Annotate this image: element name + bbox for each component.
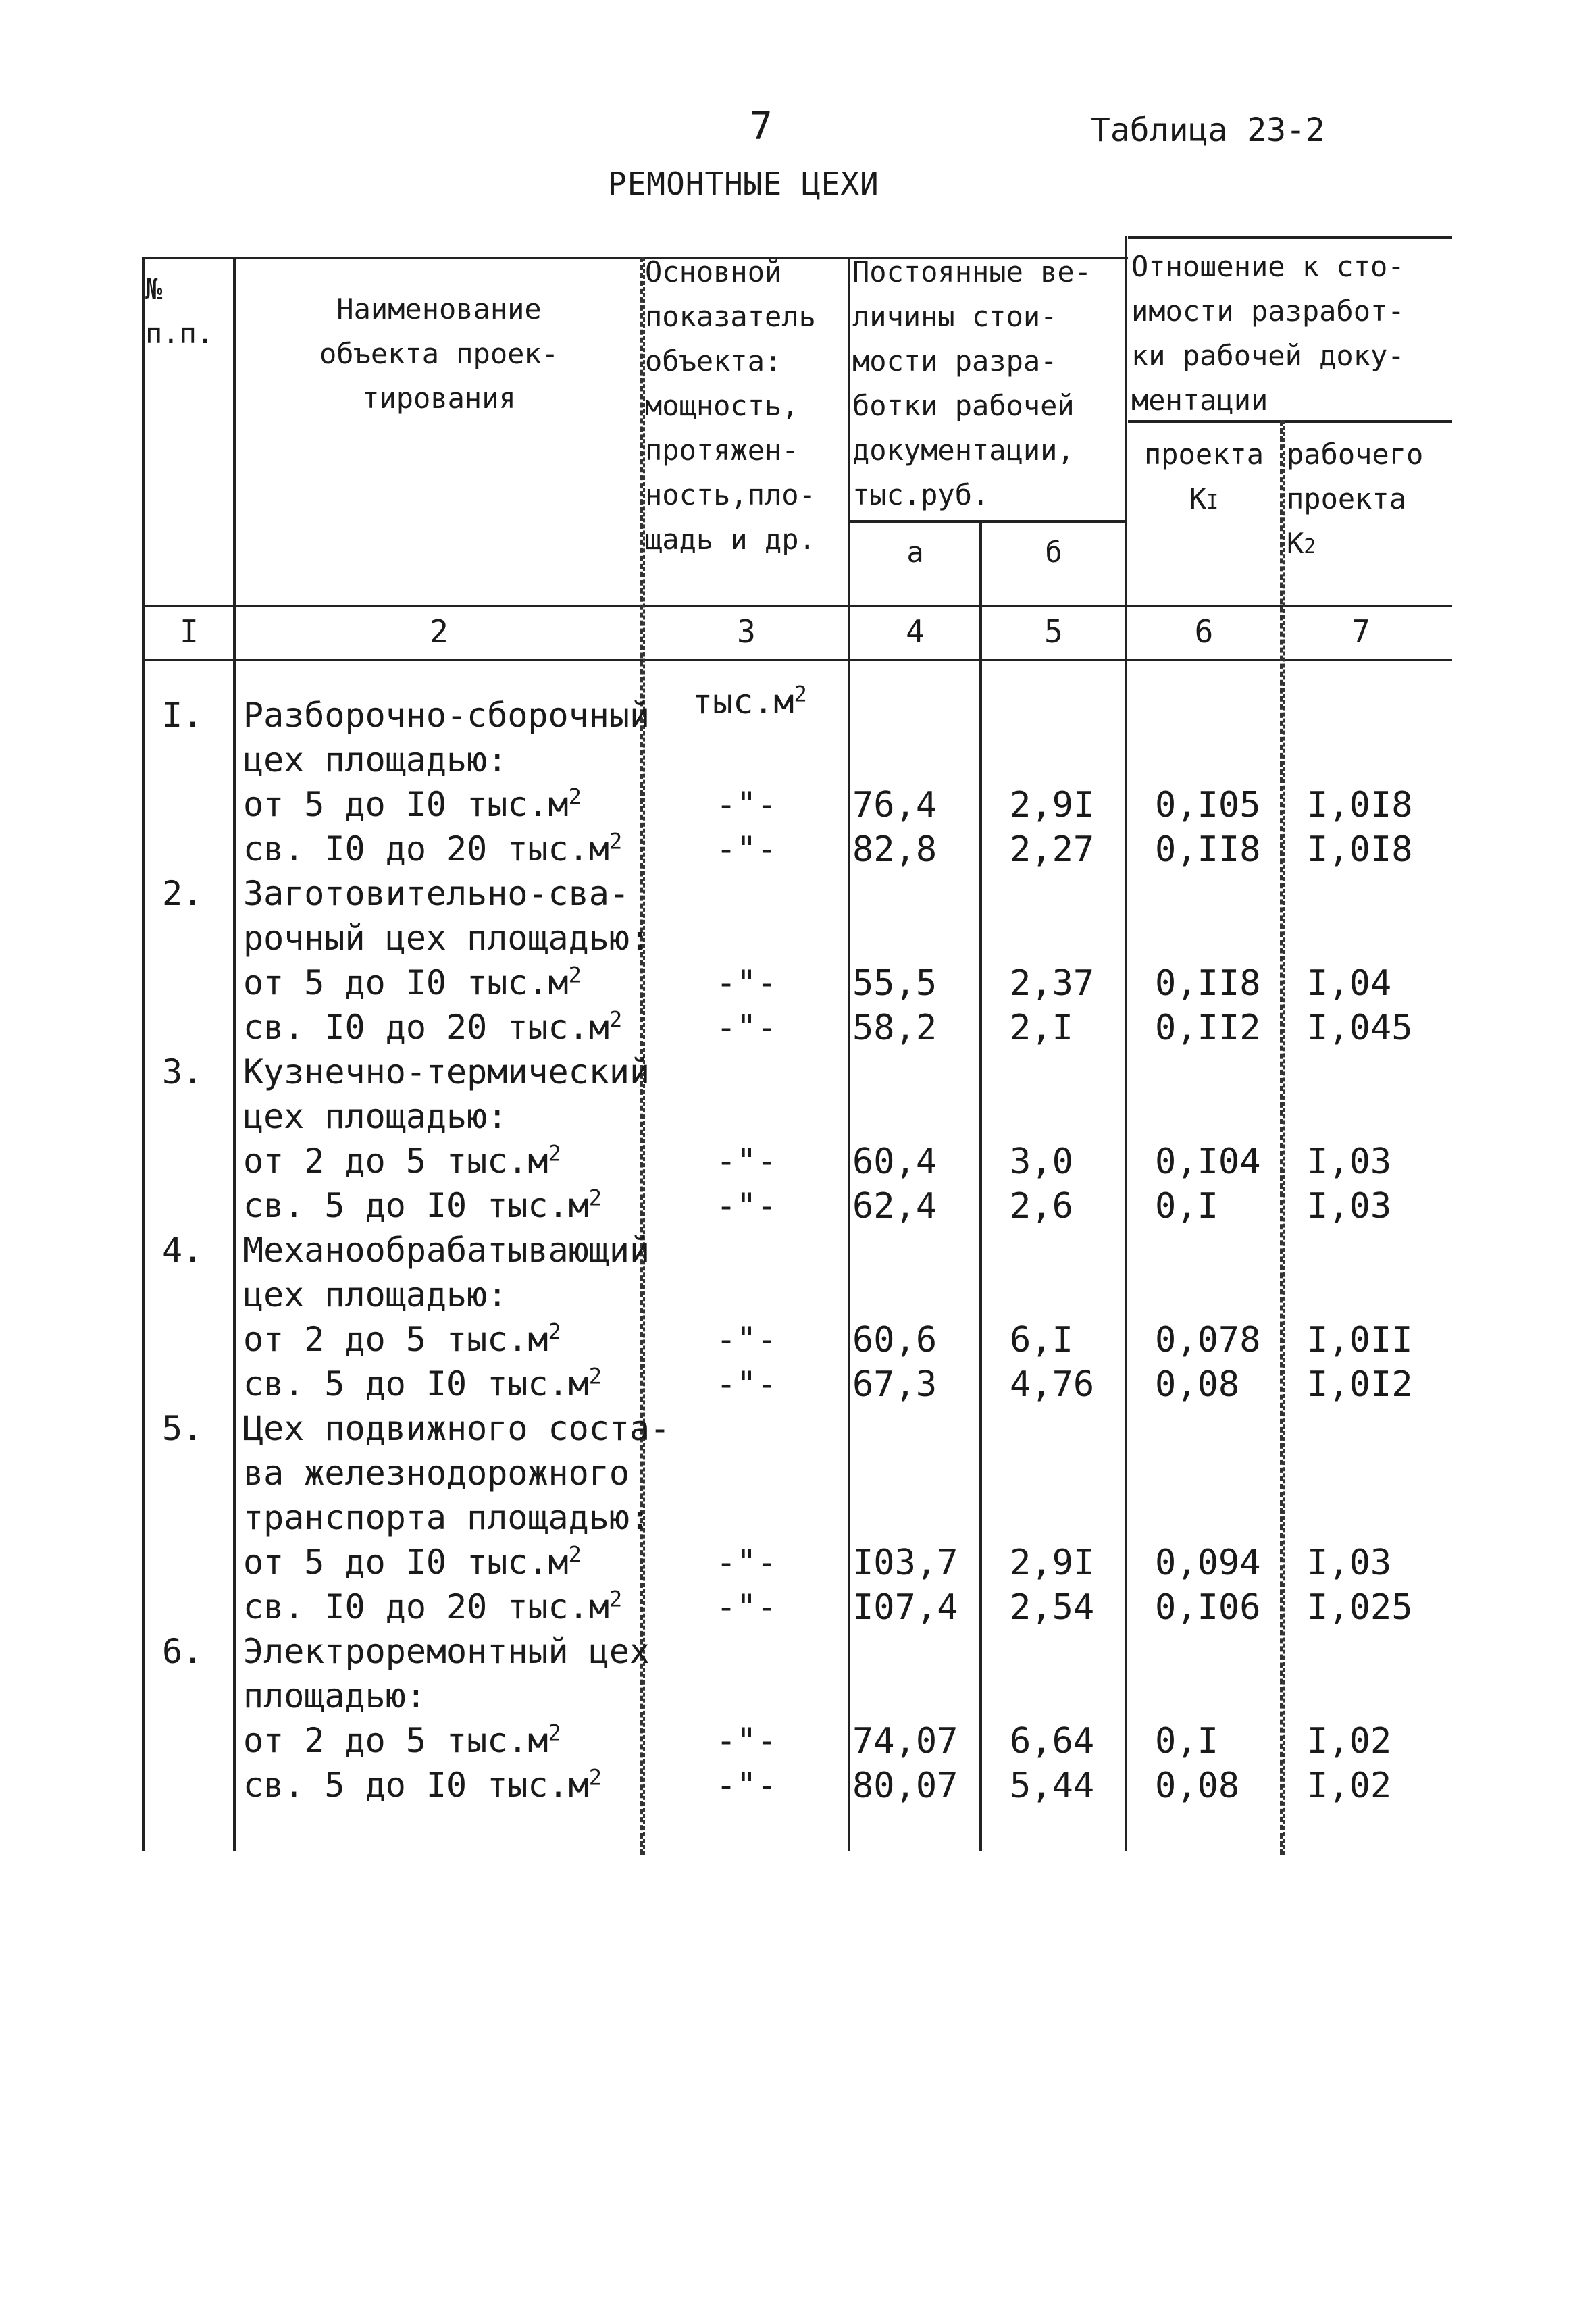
column-number: 2 — [430, 613, 448, 650]
object-name: от 5 до I0 $тыс.м^2$ — [243, 1541, 582, 1582]
value-a: 74,07 — [852, 1721, 958, 1762]
object-name: Кузнечно-термический — [243, 1052, 650, 1091]
object-name: Разборочно-сборочный — [243, 696, 650, 735]
value-k1: 0,II2 — [1155, 1008, 1261, 1048]
header-ratio: Отношение к сто- имости разработ- ки рабочей доку- ментации — [1131, 250, 1405, 417]
object-name: Цех подвижного соста- — [243, 1409, 671, 1448]
value-k2: I,0I8 — [1307, 829, 1413, 870]
table-label: Таблица 23-2 — [1091, 111, 1325, 149]
object-name: транспорта площадью: — [243, 1498, 650, 1537]
row-number: 5. — [162, 1409, 203, 1448]
ditto-mark: -"- — [716, 1008, 777, 1047]
superscript: 2 — [548, 1140, 561, 1166]
value-b: 5,44 — [1010, 1766, 1095, 1806]
object-name: цех площадью: — [243, 1097, 508, 1136]
value-k2: I,0I2 — [1307, 1364, 1413, 1405]
object-name: рочный цех площадью: — [243, 919, 650, 958]
value-b: 2,6 — [1010, 1186, 1073, 1227]
object-name: от 2 до 5 $тыс.м^2$ — [243, 1720, 561, 1760]
ditto-mark: -"- — [716, 1766, 777, 1805]
header-main-indicator: Основной показатель объекта: мощность, протяжен- ность,пло- щадь и др. — [645, 255, 816, 556]
ditto-mark: -"- — [716, 1721, 777, 1760]
header-number: № п.п. — [145, 272, 214, 350]
object-name: цех площадью: — [243, 740, 508, 779]
value-k2: I,02 — [1307, 1721, 1392, 1762]
superscript: 2 — [609, 1586, 623, 1612]
value-a: 62,4 — [852, 1186, 937, 1227]
object-name: цех площадью: — [243, 1275, 508, 1314]
value-k1: 0,I — [1155, 1186, 1218, 1227]
superscript: 2 — [588, 1185, 602, 1211]
column-number: 5 — [1044, 613, 1063, 650]
ditto-mark: -"- — [716, 963, 777, 1002]
ditto-mark: -"- — [716, 829, 777, 869]
object-name: св. I0 до 20 $тыс.м^2$ — [243, 828, 623, 869]
ditto-mark: -"- — [716, 1587, 777, 1626]
header-col-b: б — [1045, 536, 1062, 569]
value-a: 82,8 — [852, 829, 937, 870]
object-name: Механообрабатывающий — [243, 1231, 650, 1270]
page-title: РЕМОНТНЫЕ ЦЕХИ — [608, 165, 879, 202]
value-k1: 0,II8 — [1155, 963, 1261, 1004]
value-b: 2,54 — [1010, 1587, 1095, 1628]
value-b: 2,9I — [1010, 785, 1095, 825]
value-a: I07,4 — [852, 1587, 958, 1628]
value-k1: 0,I06 — [1155, 1587, 1261, 1628]
column-number: 6 — [1194, 613, 1214, 650]
object-name: св. I0 до 20 $тыс.м^2$ — [243, 1586, 623, 1626]
value-k1: 0,I05 — [1155, 785, 1261, 825]
value-k2: I,02 — [1307, 1766, 1392, 1806]
superscript: 2 — [609, 1006, 623, 1033]
ditto-mark: -"- — [716, 1186, 777, 1225]
row-number: 3. — [162, 1052, 203, 1091]
value-a: I03,7 — [852, 1543, 958, 1583]
object-name: св. 5 до I0 $тыс.м^2$ — [243, 1764, 602, 1805]
ditto-mark: -"- — [716, 1320, 777, 1359]
superscript: 2 — [568, 783, 582, 810]
superscript: 2 — [568, 962, 582, 988]
ditto-mark: -"- — [716, 785, 777, 824]
value-k2: I,045 — [1307, 1008, 1413, 1048]
value-k1: 0,08 — [1155, 1766, 1240, 1806]
object-name: св. 5 до I0 $тыс.м^2$ — [243, 1363, 602, 1404]
value-k1: 0,I — [1155, 1721, 1218, 1762]
value-k2: I,03 — [1307, 1141, 1392, 1182]
value-a: 80,07 — [852, 1766, 958, 1806]
value-k2: I,0II — [1307, 1320, 1413, 1360]
row-number: 4. — [162, 1231, 203, 1270]
value-a: 58,2 — [852, 1008, 937, 1048]
page-number: 7 — [750, 105, 773, 149]
value-k1: 0,II8 — [1155, 829, 1261, 870]
value-a: 60,4 — [852, 1141, 937, 1182]
value-a: 76,4 — [852, 785, 937, 825]
value-b: 3,0 — [1010, 1141, 1073, 1182]
object-name: ва железнодорожного — [243, 1454, 629, 1493]
object-name: св. I0 до 20 $тыс.м^2$ — [243, 1006, 623, 1047]
value-b: 6,I — [1010, 1320, 1073, 1360]
value-k1: 0,08 — [1155, 1364, 1240, 1405]
value-b: 2,I — [1010, 1008, 1073, 1048]
superscript: 2 — [588, 1764, 602, 1791]
column-number: 4 — [906, 613, 925, 650]
object-name: площадью: — [243, 1676, 426, 1716]
value-a: 67,3 — [852, 1364, 937, 1405]
value-a: 60,6 — [852, 1320, 937, 1360]
value-k2: I,03 — [1307, 1186, 1392, 1227]
value-b: 6,64 — [1010, 1721, 1095, 1762]
object-name: от 5 до I0 $тыс.м^2$ — [243, 962, 582, 1002]
superscript: 2 — [548, 1318, 561, 1345]
row-number: I. — [162, 696, 203, 735]
value-b: 2,37 — [1010, 963, 1095, 1004]
column-number: 3 — [737, 613, 756, 650]
unit-label: $тыс.м^2$ — [692, 681, 807, 721]
superscript: 2 — [568, 1541, 582, 1568]
value-b: 2,9I — [1010, 1543, 1095, 1583]
row-number: 2. — [162, 874, 203, 913]
value-k1: 0,094 — [1155, 1543, 1261, 1583]
superscript: 2 — [609, 828, 623, 854]
object-name: от 2 до 5 $тыс.м^2$ — [243, 1140, 561, 1181]
header-k2: рабочего проекта K2 — [1287, 438, 1424, 560]
header-k1: проекта KI — [1143, 438, 1264, 515]
value-b: 2,27 — [1010, 829, 1095, 870]
value-a: 55,5 — [852, 963, 937, 1004]
ditto-mark: -"- — [716, 1141, 777, 1181]
value-k1: 0,I04 — [1155, 1141, 1261, 1182]
value-k2: I,025 — [1307, 1587, 1413, 1628]
ditto-mark: -"- — [716, 1543, 777, 1582]
ditto-mark: -"- — [716, 1364, 777, 1404]
column-number: 7 — [1352, 613, 1370, 650]
value-k2: I,04 — [1307, 963, 1392, 1004]
object-name: Заготовительно-сва- — [243, 874, 629, 913]
value-b: 4,76 — [1010, 1364, 1095, 1405]
header-object-name: Наименование объекта проек- тирования — [319, 292, 559, 415]
row-number: 6. — [162, 1632, 203, 1671]
column-number: I — [180, 613, 199, 650]
superscript: 2 — [548, 1720, 561, 1746]
value-k2: I,03 — [1307, 1543, 1392, 1583]
object-name: от 5 до I0 $тыс.м^2$ — [243, 783, 582, 824]
object-name: Электроремонтный цех — [243, 1632, 650, 1671]
value-k2: I,0I8 — [1307, 785, 1413, 825]
value-k1: 0,078 — [1155, 1320, 1261, 1360]
header-col-a: а — [906, 536, 924, 569]
object-name: св. 5 до I0 $тыс.м^2$ — [243, 1185, 602, 1225]
object-name: от 2 до 5 $тыс.м^2$ — [243, 1318, 561, 1359]
header-constant-values: Постоянные ве- личины стои- мости разра- ботки рабочей документации, тыс.руб. — [852, 255, 1092, 511]
superscript: 2 — [588, 1363, 602, 1389]
